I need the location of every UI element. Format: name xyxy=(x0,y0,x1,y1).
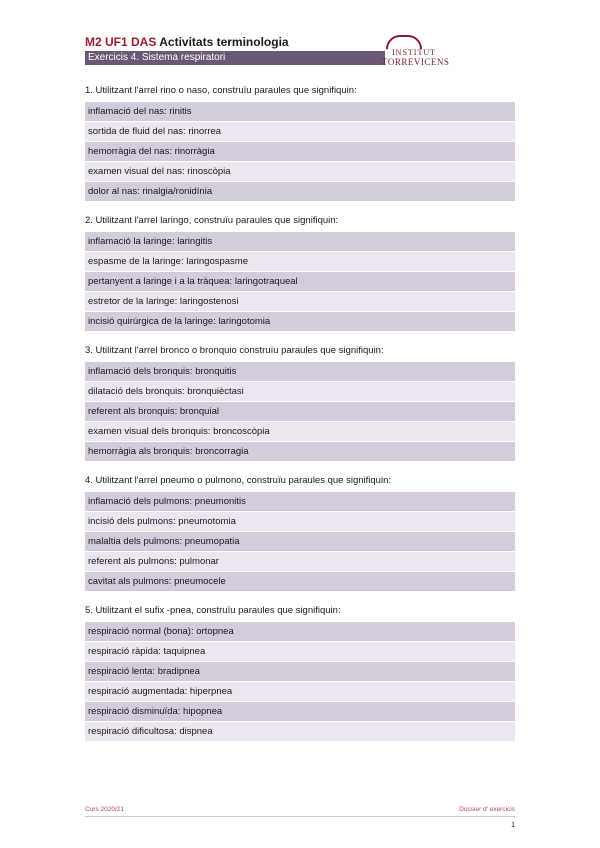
section-title: 1. Utilitzant l'arrel rino o naso, construïu paraules que signifiquin: xyxy=(85,85,357,96)
answer-row: dilatació dels bronquis: bronquièctasi xyxy=(85,382,515,401)
exercise-section xyxy=(85,604,515,741)
answer-row: respiració ràpida: taquipnea xyxy=(85,642,515,661)
answer-row: referent als pulmons: pulmonar xyxy=(85,552,515,571)
answer-table xyxy=(85,622,515,741)
answer-row: malaltia dels pulmons: pneumopatia xyxy=(85,532,515,551)
answer-row: pertanyent a laringe i a la tràquea: laringotraqueal xyxy=(85,272,515,291)
logo-arch-icon xyxy=(386,35,422,49)
answer-row: dolor al nas: rinalgia/ronidínia xyxy=(85,182,515,201)
exercise-section xyxy=(85,214,515,331)
answer-row: respiració disminuïda: hipopnea xyxy=(85,702,515,721)
footer-dossier: Dossier d' exercicis xyxy=(459,806,515,813)
answer-row: referent als bronquis: bronquial xyxy=(85,402,515,421)
footer-divider xyxy=(85,816,515,817)
answer-row: respiració augmentada: hiperpnea xyxy=(85,682,515,701)
module-code: M2 UF1 DAS xyxy=(85,35,157,49)
answer-row: respiració normal (bona): ortopnea xyxy=(85,622,515,641)
answer-row: espasme de la laringe: laringospasme xyxy=(85,252,515,271)
answer-row: hemorràgia als bronquis: broncorragia xyxy=(85,442,515,461)
answer-row: hemorràgia del nas: rinorràgia xyxy=(85,142,515,161)
footer-course: Curs 2020/21 xyxy=(85,806,125,813)
exercise-section xyxy=(85,344,515,461)
subtitle-bar: Exercicis 4. Sistema respiratori xyxy=(85,51,385,65)
answer-row: inflamació la laringe: laringitis xyxy=(85,232,515,251)
document-title xyxy=(85,35,515,50)
institute-logo xyxy=(382,35,450,69)
exercise-section xyxy=(85,474,515,591)
answer-table xyxy=(85,362,515,461)
title-text: Activitats terminologia xyxy=(159,35,289,49)
logo-line-1: INSTITUT xyxy=(392,48,436,57)
answer-row: sortida de fluid del nas: rinorrea xyxy=(85,122,515,141)
exercise-content xyxy=(85,84,515,754)
page-number: 1 xyxy=(511,822,515,829)
section-title: 2. Utilitzant l'arrel laringo, construïu paraules que signifiquin: xyxy=(85,215,339,226)
section-title: 4. Utilitzant l'arrel pneumo o pulmono, construïu paraules que signifiquin: xyxy=(85,475,391,486)
answer-row: inflamació dels pulmons: pneumonitis xyxy=(85,492,515,511)
section-title: 3. Utilitzant l'arrel bronco o bronquio construïu paraules que signifiquin: xyxy=(85,345,384,356)
exercise-section xyxy=(85,84,515,201)
answer-row: estretor de la laringe: laringostenosi xyxy=(85,292,515,311)
answer-table xyxy=(85,492,515,591)
answer-table xyxy=(85,102,515,201)
answer-row: respiració dificultosa: dispnea xyxy=(85,722,515,741)
answer-row: inflamació dels bronquis: bronquitis xyxy=(85,362,515,381)
answer-row: examen visual dels bronquis: broncoscòpia xyxy=(85,422,515,441)
answer-row: incisió dels pulmons: pneumotomia xyxy=(85,512,515,531)
answer-row: examen visual del nas: rinoscòpia xyxy=(85,162,515,181)
answer-table xyxy=(85,232,515,331)
section-title: 5. Utilitzant el sufix -pnea, construïu paraules que signifiquin: xyxy=(85,605,341,616)
answer-row: incisió quirúrgica de la laringe: laringotomia xyxy=(85,312,515,331)
document-header xyxy=(85,35,515,65)
logo-line-2: TORREVICENS xyxy=(382,57,450,67)
answer-row: respiració lenta: bradipnea xyxy=(85,662,515,681)
answer-row: inflamació del nas: rinitis xyxy=(85,102,515,121)
answer-row: cavitat als pulmons: pneumocele xyxy=(85,572,515,591)
